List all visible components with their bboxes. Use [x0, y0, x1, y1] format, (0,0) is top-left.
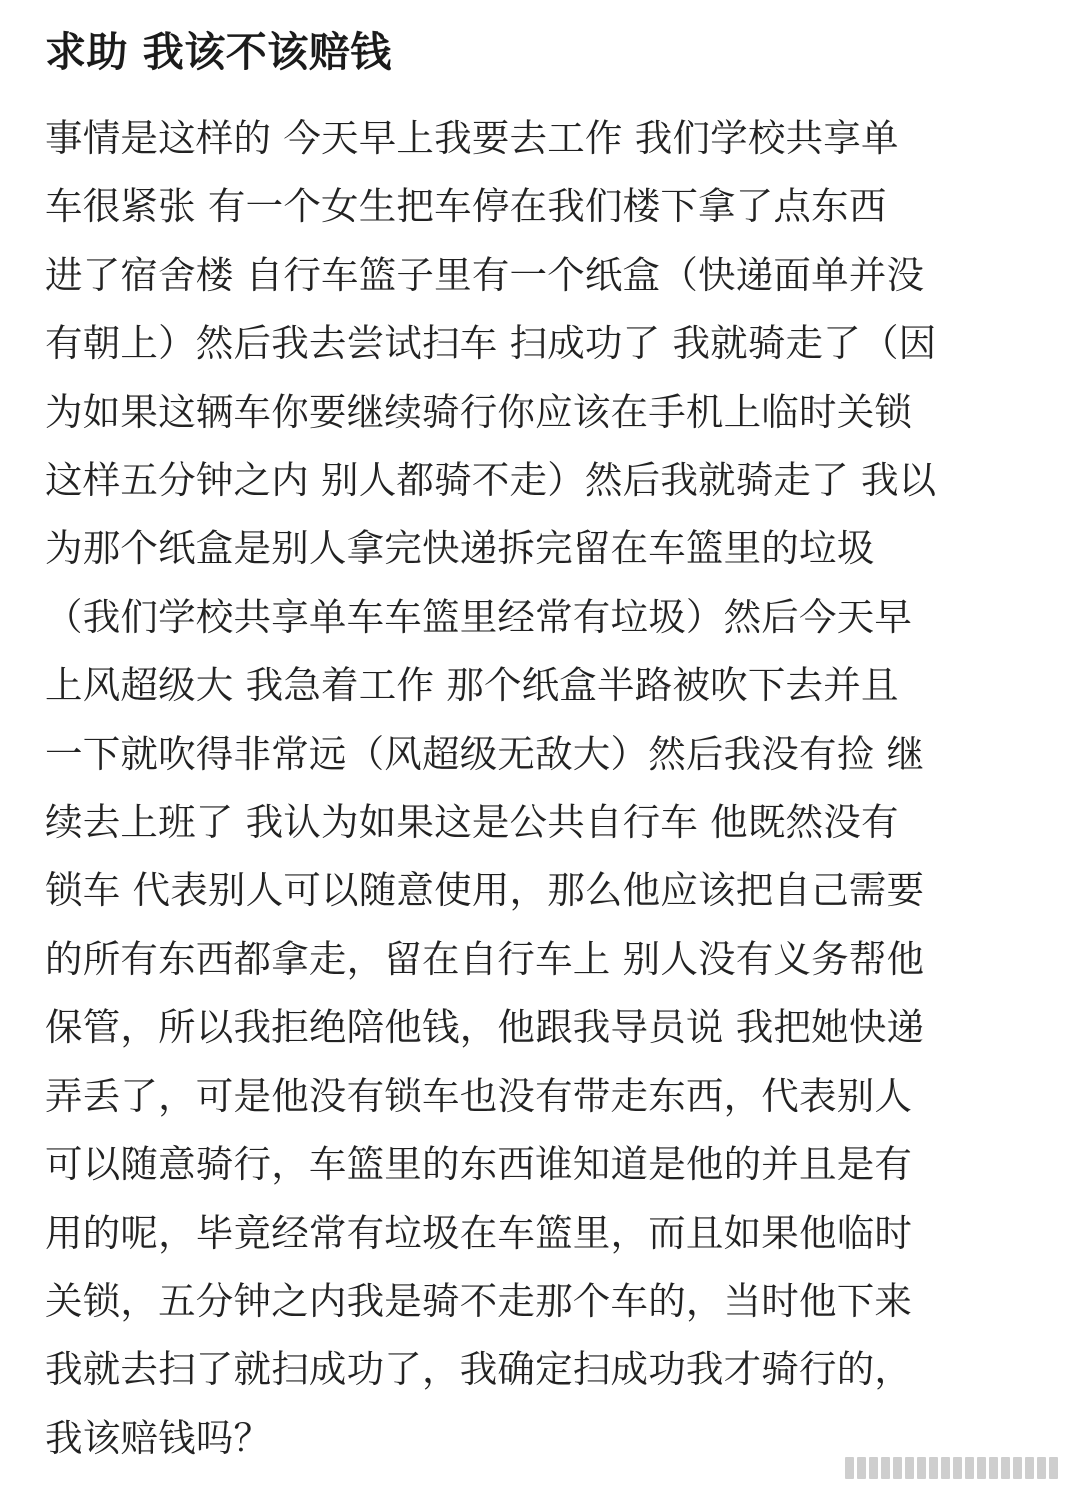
watermark-logo [845, 1457, 1058, 1479]
watermark-glyph [1049, 1457, 1058, 1479]
watermark-glyph [893, 1457, 902, 1479]
watermark-glyph [989, 1457, 998, 1479]
post-body-line: 保管，所以我拒绝陪他钱，他跟我导员说 我把她快递 [45, 1005, 925, 1050]
watermark-glyph [977, 1457, 986, 1479]
post-body-line: 锁车 代表别人可以随意使用，那么他应该把自己需要 [45, 868, 925, 913]
post-body-line: 为如果这辆车你要继续骑行你应该在手机上临时关锁 [45, 389, 913, 434]
post-body [45, 104, 1045, 1472]
post-body-line: 的所有东西都拿走，留在自行车上 别人没有义务帮他 [45, 936, 925, 981]
watermark-glyph [965, 1457, 974, 1479]
post-body-line: 续去上班了 我认为如果这是公共自行车 他既然没有 [45, 800, 899, 845]
post-body-line: 用的呢，毕竟经常有垃圾在车篮里，而且如果他临时 [45, 1210, 913, 1255]
post-body-line: 车很紧张 有一个女生把车停在我们楼下拿了点东西 [45, 184, 887, 229]
watermark-glyph [881, 1457, 890, 1479]
watermark-glyph [1037, 1457, 1046, 1479]
watermark-glyph [1001, 1457, 1010, 1479]
post-body-line: （我们学校共享单车车篮里经常有垃圾）然后今天早 [45, 594, 913, 639]
watermark-glyph [857, 1457, 866, 1479]
post-body-line: 事情是这样的 今天早上我要去工作 我们学校共享单 [45, 116, 899, 160]
post-body-line: 进了宿舍楼 自行车篮子里有一个纸盒（快递面单并没 [45, 252, 925, 297]
post-container [45, 20, 1045, 1472]
post-body-line: 我该赔钱吗？ [45, 1415, 272, 1460]
watermark-glyph [1025, 1457, 1034, 1479]
watermark-glyph [953, 1457, 962, 1479]
watermark-glyph [845, 1457, 854, 1479]
post-body-line: 我就去扫了就扫成功了，我确定扫成功我才骑行的， [45, 1347, 913, 1392]
watermark-glyph [1013, 1457, 1022, 1479]
post-body-line: 上风超级大 我急着工作 那个纸盒半路被吹下去并且 [45, 663, 899, 708]
post-title: 求助 我该不该赔钱 [45, 28, 392, 76]
post-body-line: 这样五分钟之内 别人都骑不走）然后我就骑走了 我以 [45, 458, 937, 503]
watermark-glyph [917, 1457, 926, 1479]
post-body-line: 关锁，五分钟之内我是骑不走那个车的，当时他下来 [45, 1278, 913, 1323]
watermark-glyph [869, 1457, 878, 1479]
post-body-line: 为那个纸盒是别人拿完快递拆完留在车篮里的垃圾 [45, 526, 875, 571]
watermark-glyph [905, 1457, 914, 1479]
post-body-line: 可以随意骑行，车篮里的东西谁知道是他的并且是有 [45, 1142, 913, 1187]
watermark-glyph [929, 1457, 938, 1479]
watermark-glyph [941, 1457, 950, 1479]
post-body-line: 弄丢了，可是他没有锁车也没有带走东西，代表别人 [45, 1073, 913, 1118]
post-body-line: 有朝上）然后我去尝试扫车 扫成功了 我就骑走了（因 [45, 321, 937, 366]
post-body-line: 一下就吹得非常远（风超级无敌大）然后我没有捡 继 [45, 731, 925, 776]
